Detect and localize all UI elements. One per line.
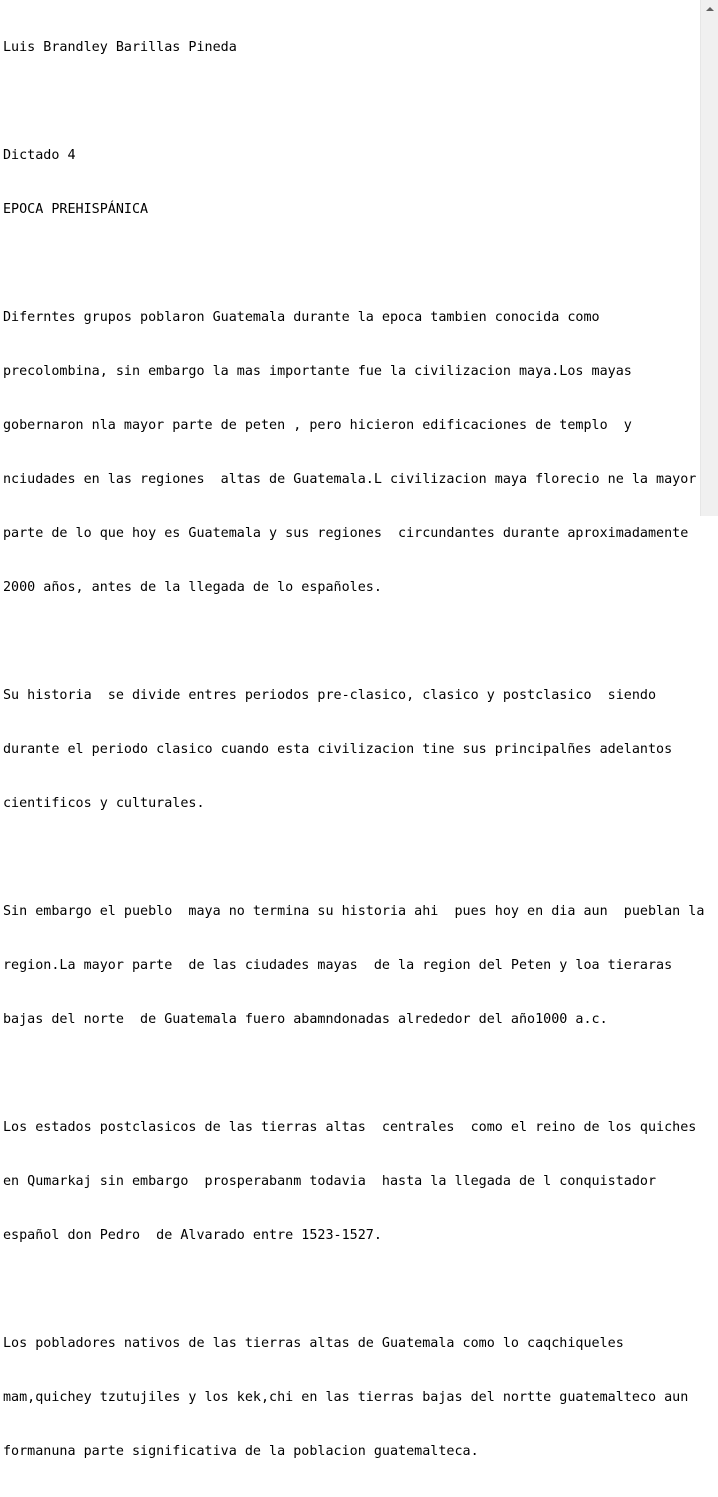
text-line [3, 93, 700, 111]
scroll-up-button[interactable] [701, 0, 718, 17]
text-line: Luis Brandley Barillas Pineda [3, 40, 237, 55]
text-line [3, 255, 700, 273]
text-line: español don Pedro de Alvarado entre 1523-1527. [3, 1228, 382, 1243]
text-line: formanuna parte significativa de la poblacion guatemalteca. [3, 1444, 479, 1459]
text-line: mam,quichey tzutujiles y los kek,chi en las tierras bajas del nortte guatemalteco aun [3, 1390, 689, 1405]
text-line: 2000 años, antes de la llegada de lo españoles. [3, 580, 382, 595]
text-line [3, 1065, 700, 1083]
chevron-up-icon [706, 7, 714, 11]
text-line: en Qumarkaj sin embargo prosperabanm todavia hasta la llegada de l conquistador [3, 1174, 657, 1189]
vertical-scrollbar[interactable] [700, 0, 718, 516]
text-line: nciudades en las regiones altas de Guatemala.L civilizacion maya florecio ne la mayor [3, 472, 697, 487]
text-line: bajas del norte de Guatemala fuero abamndonadas alrededor del año1000 a.c. [3, 1012, 608, 1027]
text-line: Diferntes grupos poblaron Guatemala durante la epoca tambien conocida como [3, 310, 600, 325]
text-line [3, 849, 700, 867]
text-line [3, 1281, 700, 1299]
text-line [3, 633, 700, 651]
document-text[interactable] [3, 3, 705, 1497]
text-line: durante el periodo clasico cuando esta civilizacion tine sus principalñes adelantos [3, 742, 673, 757]
text-line: gobernaron nla mayor parte de peten , pero hicieron edificaciones de templo y [3, 418, 632, 433]
text-line: EPOCA PREHISPÁNICA [3, 202, 149, 217]
text-line: Los estados postclasicos de las tierras altas centrales como el reino de los quiches [3, 1120, 697, 1135]
text-line: Los pobladores nativos de las tierras altas de Guatemala como lo caqchiqueles [3, 1336, 624, 1351]
text-line: parte de lo que hoy es Guatemala y sus regiones circundantes durante aproximadamente [3, 526, 689, 541]
text-line: precolombina, sin embargo la mas importante fue la civilizacion maya.Los mayas [3, 364, 632, 379]
scroll-track[interactable] [701, 17, 718, 516]
text-line: Sin embargo el pueblo maya no termina su historia ahi pues hoy en dia aun pueblan la [3, 904, 705, 919]
text-line: Dictado 4 [3, 148, 76, 163]
text-line: cientificos y culturales. [3, 796, 205, 811]
text-line: region.La mayor parte de las ciudades mayas de la region del Peten y loa tieraras [3, 958, 673, 973]
text-line: Su historia se divide entres periodos pre-clasico, clasico y postclasico siendo [3, 688, 657, 703]
